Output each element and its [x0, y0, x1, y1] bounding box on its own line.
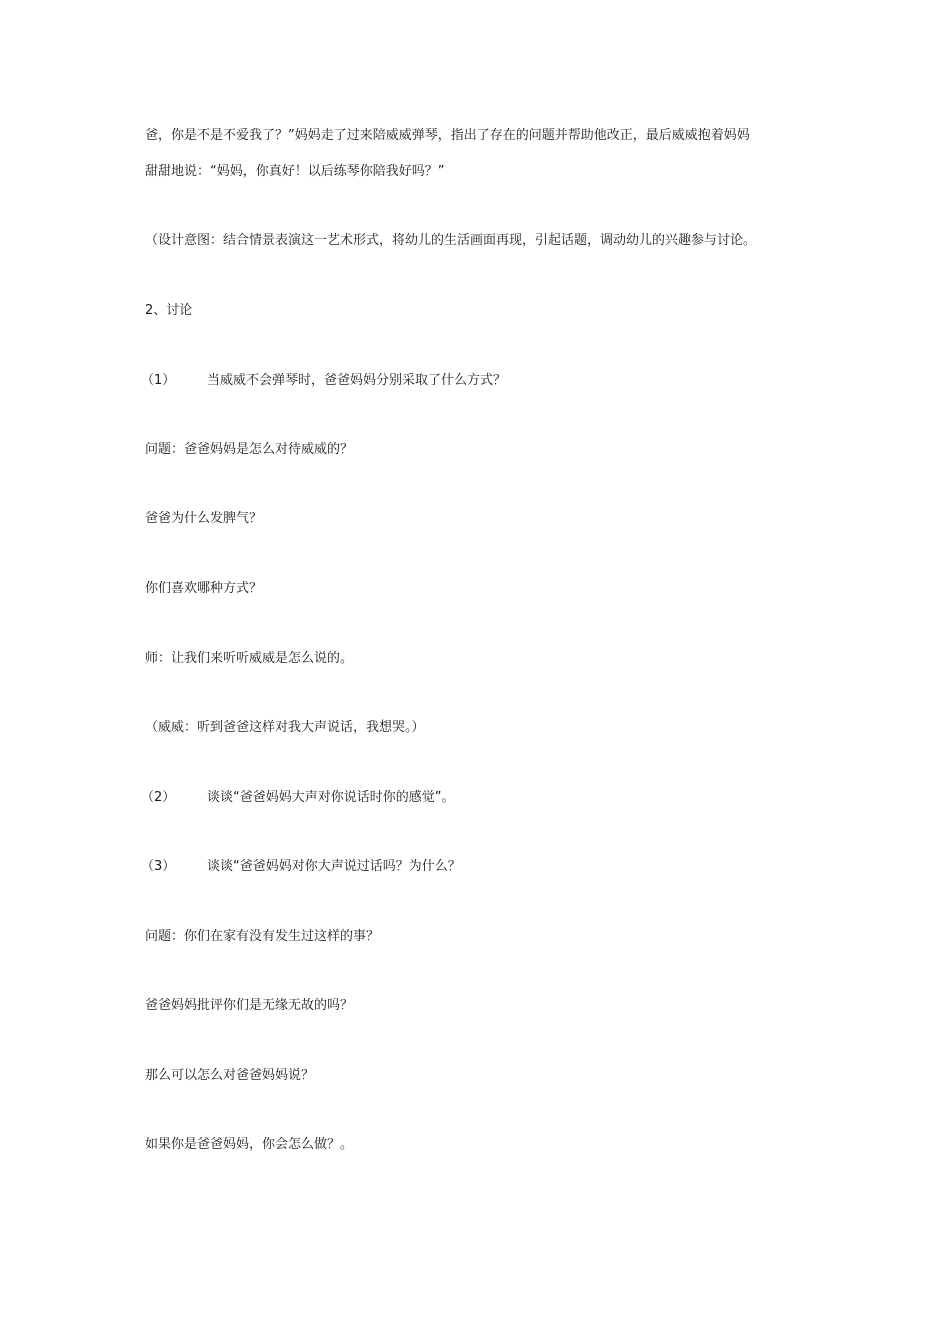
numbered-item	[141, 789, 455, 807]
item-text: 当威威不会弹琴时，爸爸妈妈分别采取了什么方式？	[207, 373, 507, 388]
question-line: 那么可以怎么对爸爸妈妈说？	[145, 1068, 315, 1083]
section-heading: 2、讨论	[145, 303, 193, 318]
question-line: 爸爸为什么发脾气？	[145, 511, 263, 526]
quote-line: （威威：听到爸爸这样对我大声说话，我想哭。）	[145, 720, 425, 735]
question-line: 问题：你们在家有没有发生过这样的事？	[145, 929, 380, 944]
numbered-item	[141, 858, 461, 876]
item-number: （3）	[141, 859, 176, 874]
item-text: 谈谈“爸爸妈妈对你大声说过话吗？为什么？	[207, 859, 461, 874]
paragraph-line: 甜甜地说：“妈妈，你真好！以后练琴你陪我好吗？”	[145, 164, 445, 179]
question-line: 爸爸妈妈批评你们是无缘无故的吗？	[145, 998, 354, 1013]
teacher-line: 师：让我们来听听威威是怎么说的。	[145, 651, 354, 666]
item-number: （1）	[141, 373, 176, 388]
question-line: 你们喜欢哪种方式？	[145, 581, 263, 596]
question-line: 问题：爸爸妈妈是怎么对待威威的？	[145, 442, 354, 457]
item-number: （2）	[141, 790, 176, 805]
question-line: 如果你是爸爸妈妈，你会怎么做？。	[145, 1137, 354, 1152]
design-intent-text: （设计意图：结合情景表演这一艺术形式，将幼儿的生活画面再现，引起话题，调动幼儿的兴趣参与讨论。	[145, 233, 757, 248]
numbered-item	[141, 372, 507, 390]
paragraph-line: 爸，你是不是不爱我了？”妈妈走了过来陪威威弹琴，指出了存在的问题并帮助他改正，最后威威抱着妈妈	[145, 128, 750, 143]
item-text: 谈谈“爸爸妈妈大声对你说话时你的感觉”。	[207, 790, 455, 805]
